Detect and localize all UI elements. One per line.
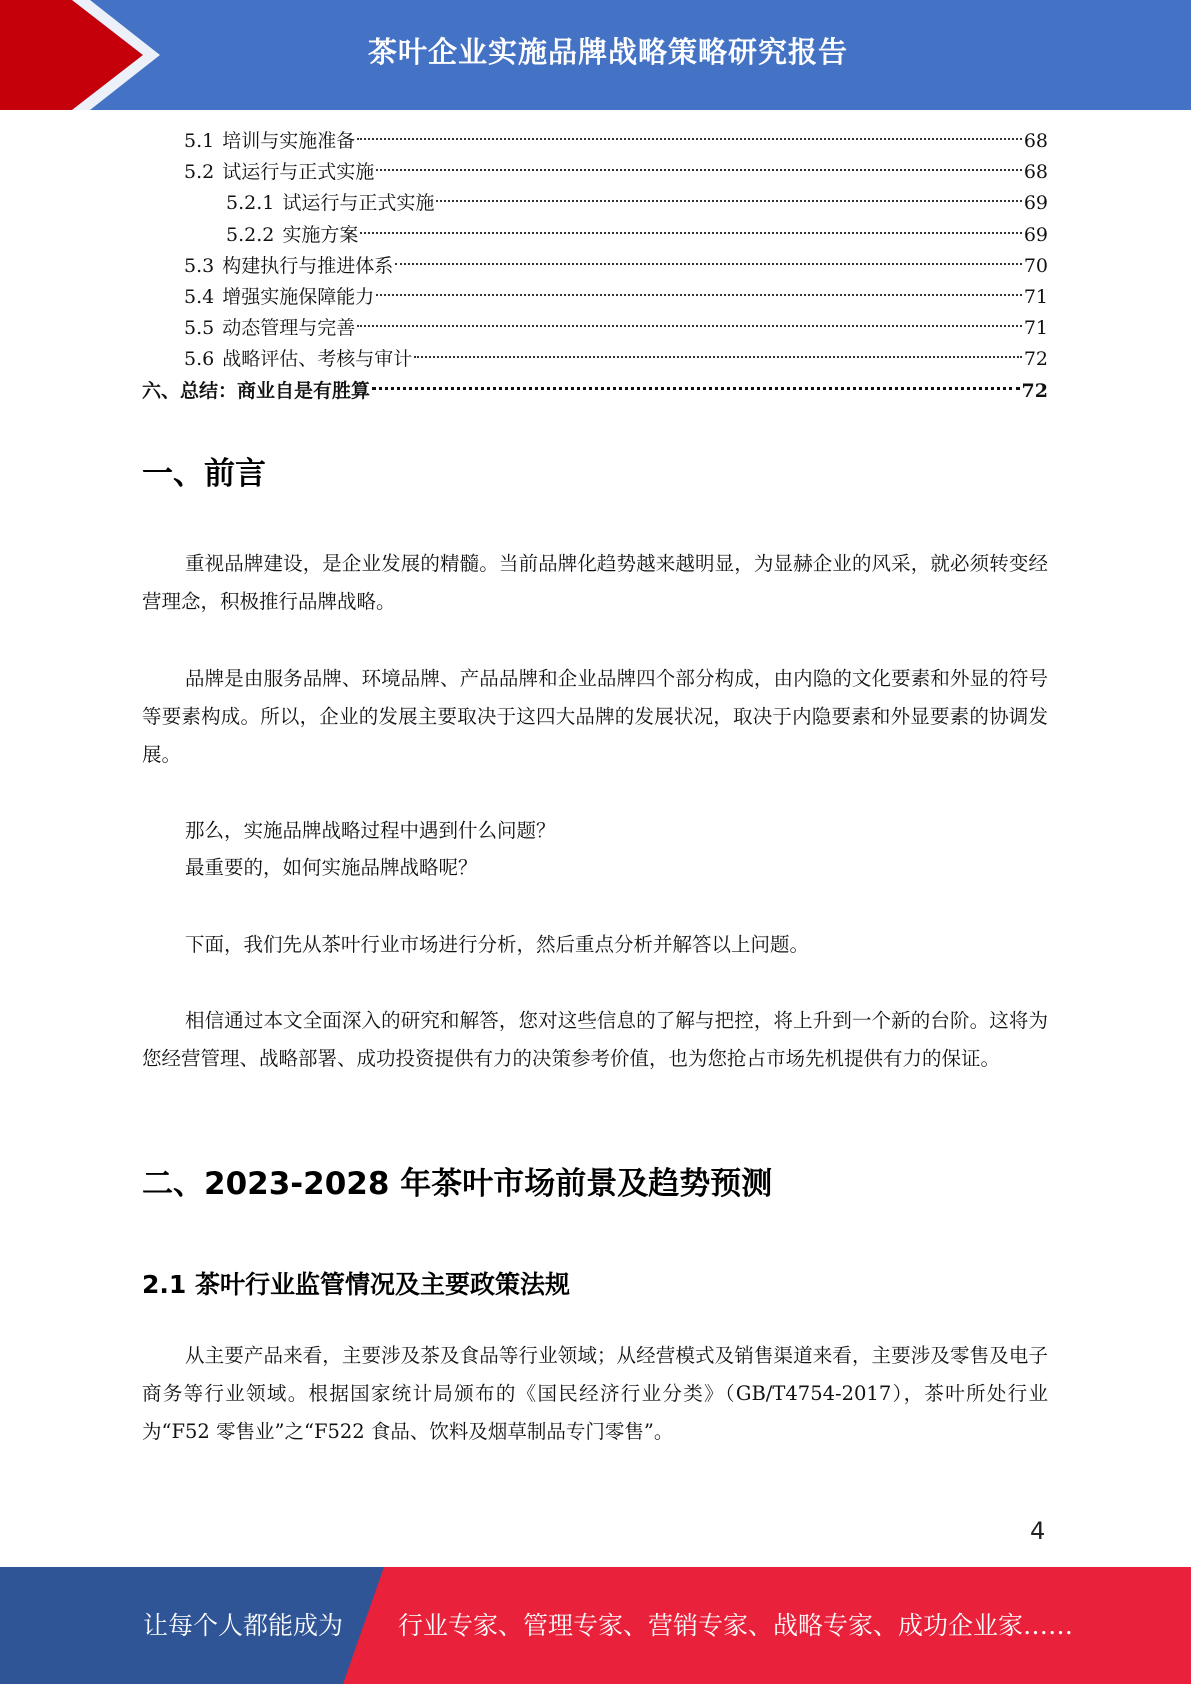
page-header bbox=[0, 0, 1191, 110]
toc-entry[interactable] bbox=[184, 344, 1048, 374]
toc-entry-page: 71 bbox=[1023, 286, 1048, 308]
toc-leader-dots bbox=[360, 231, 1021, 234]
toc-entry-title: 试运行与正式实施 bbox=[282, 192, 435, 215]
toc-entry-page: 70 bbox=[1023, 254, 1048, 277]
toc-entry-number: 5.2 bbox=[184, 161, 215, 184]
toc-entry-page: 71 bbox=[1023, 317, 1048, 340]
paragraph: 最重要的，如何实施品牌战略呢？ bbox=[185, 856, 478, 879]
toc-entry[interactable] bbox=[184, 126, 1048, 156]
section-heading-preface: 一、前言 bbox=[142, 456, 266, 492]
document-title: 茶叶企业实施品牌战略策略研究报告 bbox=[367, 34, 848, 69]
toc-entry-page: 72 bbox=[1023, 348, 1048, 371]
toc-leader-dots bbox=[376, 168, 1022, 171]
toc-entry[interactable] bbox=[226, 188, 1048, 218]
toc-entry-page: 69 bbox=[1023, 223, 1048, 246]
footer-slogan-left: 让每个人都能成为 bbox=[143, 1611, 344, 1640]
toc-entry-number: 5.4 bbox=[184, 286, 215, 308]
toc-entry-title: 战略评估、考核与审计 bbox=[222, 348, 413, 371]
page-footer bbox=[0, 1567, 1191, 1684]
toc-entry[interactable] bbox=[226, 220, 1048, 250]
paragraph: 下面，我们先从茶叶行业市场进行分析，然后重点分析并解答以上问题。 bbox=[185, 933, 810, 956]
paragraph: 从主要产品来看，主要涉及茶及食品等行业领域；从经营模式及销售渠道来看，主要涉及零售及电子商务等行业领域。根据国家统计局颁布的《国民经济行业分类》（GB/T4754-2017），茶叶所处行业为“F52 零售业”之“F522 食品、饮料及烟草制品专门零售”。 bbox=[142, 1344, 1048, 1443]
toc-entry[interactable] bbox=[184, 157, 1048, 187]
toc-entry-page: 72 bbox=[1021, 379, 1048, 402]
toc-entry[interactable] bbox=[184, 282, 1048, 312]
toc-entry[interactable] bbox=[184, 313, 1048, 343]
toc-entry-title: 构建执行与推进体系 bbox=[222, 254, 394, 277]
sub-heading: 2.1 茶叶行业监管情况及主要政策法规 bbox=[142, 1270, 570, 1299]
toc-entry-title: 增强实施保障能力 bbox=[222, 286, 375, 308]
toc-entry-number: 5.5 bbox=[184, 317, 215, 340]
toc-entry-number: 5.3 bbox=[184, 254, 215, 277]
toc-entry[interactable] bbox=[184, 251, 1048, 281]
toc-entry-title: 动态管理与完善 bbox=[222, 317, 356, 340]
toc-entry-title: 试运行与正式实施 bbox=[222, 161, 375, 184]
paragraph: 重视品牌建设，是企业发展的精髓。当前品牌化趋势越来越明显，为显赫企业的风采，就必须转变经营理念，积极推行品牌战略。 bbox=[142, 552, 1048, 613]
toc-entry-number: 5.6 bbox=[184, 348, 215, 371]
toc-entry-page: 68 bbox=[1023, 130, 1048, 152]
toc-leader-dots bbox=[376, 293, 1022, 296]
toc-leader-dots bbox=[357, 324, 1022, 327]
toc-leader-dots bbox=[395, 262, 1022, 265]
toc-leader-dots bbox=[436, 199, 1021, 202]
section-heading-market: 二、2023-2028 年茶叶市场前景及趋势预测 bbox=[142, 1166, 773, 1202]
toc-entry-page: 68 bbox=[1023, 161, 1048, 184]
toc-leader-dots bbox=[372, 386, 1020, 390]
toc-leader-dots bbox=[357, 137, 1022, 140]
paragraph: 品牌是由服务品牌、环境品牌、产品品牌和企业品牌四个部分构成，由内隐的文化要素和外显的符号等要素构成。所以，企业的发展主要取决于这四大品牌的发展状况，取决于内隐要素和外显要素的协调发展。 bbox=[142, 667, 1048, 766]
paragraph: 那么，实施品牌战略过程中遇到什么问题？ bbox=[185, 819, 556, 842]
toc-entry-page: 69 bbox=[1023, 192, 1048, 215]
toc-entry[interactable] bbox=[142, 376, 1048, 406]
footer-slogan-right: 行业专家、管理专家、营销专家、战略专家、成功企业家…… bbox=[398, 1611, 1074, 1640]
toc-entry-number: 5.2.2 bbox=[226, 223, 275, 246]
paragraph: 相信通过本文全面深入的研究和解答，您对这些信息的了解与把控，将上升到一个新的台阶。这将为您经营管理、战略部署、成功投资提供有力的决策参考价值，也为您抢占市场先机提供有力的保证。 bbox=[142, 1009, 1048, 1070]
toc-entry-number: 5.1 bbox=[184, 130, 215, 152]
toc-entry-number: 5.2.1 bbox=[226, 192, 275, 215]
toc-entry-title: 实施方案 bbox=[282, 223, 359, 246]
toc-leader-dots bbox=[414, 355, 1022, 358]
toc-entry-title: 培训与实施准备 bbox=[222, 130, 356, 152]
toc-entry-title: 六、总结：商业自是有胜算 bbox=[142, 379, 371, 402]
page-number: 4 bbox=[1030, 1517, 1046, 1545]
